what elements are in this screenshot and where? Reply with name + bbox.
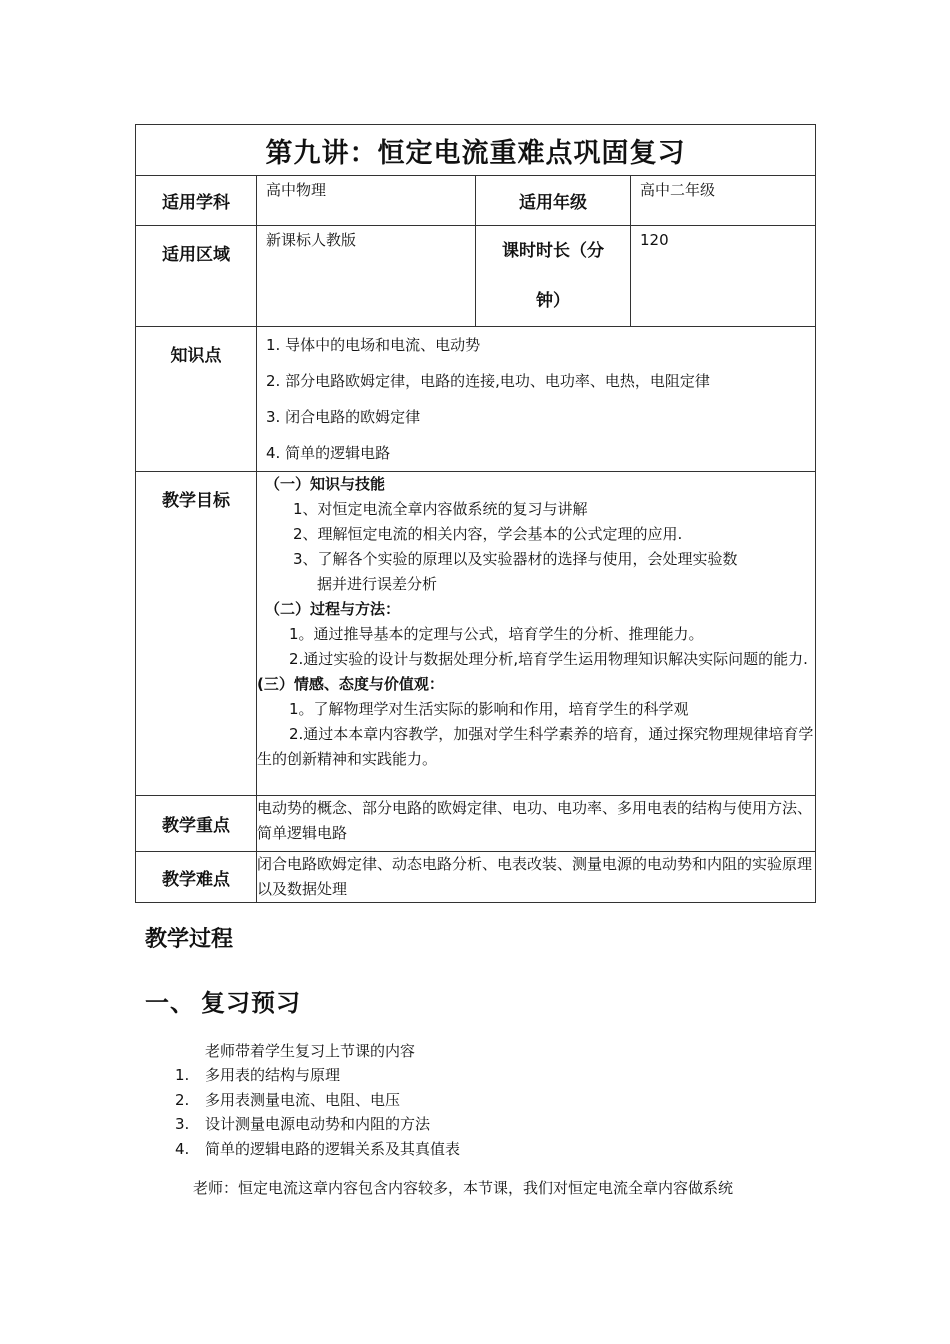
objectives	[257, 472, 816, 796]
objective-item: 2、理解恒定电流的相关内容，学会基本的公式定理的应用.	[293, 525, 683, 543]
list-item	[175, 1088, 460, 1113]
subject-label: 适用学科	[136, 176, 257, 226]
objective-item: 1。通过推导基本的定理与公式，培育学生的分析、推理能力。	[289, 625, 704, 643]
duration-label	[476, 226, 631, 327]
list-number: 1.	[175, 1066, 190, 1084]
objective-item: 2.通过实验的设计与数据处理分析,培育学生运用物理知识解决实际问题的能力.	[289, 650, 808, 668]
teacher-paragraph: 老师：恒定电流这章内容包含内容较多，本节课，我们对恒定电流全章内容做系统	[193, 1179, 734, 1197]
subject-value: 高中物理	[257, 176, 476, 226]
section-title: 复习预习	[201, 989, 301, 1017]
objective-item: 3、了解各个实验的原理以及实验器材的选择与使用，会处理实验数	[293, 550, 738, 568]
process-heading: 教学过程	[145, 927, 234, 952]
objective-item: 2.通过本本章内容教学，加强对学生科学素养的培育，通过探究物理规律培育学生的创新精神和实践能力。	[257, 725, 814, 768]
section-number: 一、	[145, 989, 195, 1017]
list-number: 2.	[175, 1090, 190, 1109]
list-item	[175, 1137, 460, 1162]
focus-value: 电动势的概念、部分电路的欧姆定律、电功、电功率、多用电表的结构与使用方法、简单逻辑电路	[257, 796, 816, 852]
grade-label: 适用年级	[476, 176, 631, 226]
section-heading	[145, 983, 301, 1018]
objective-item: 1、对恒定电流全章内容做系统的复习与讲解	[293, 500, 588, 518]
duration-value: 120	[631, 226, 816, 327]
lesson-title: 第九讲：恒定电流重难点巩固复习	[136, 125, 816, 176]
objective-heading: (三）情感、态度与价值观：	[257, 675, 444, 693]
difficulty-label: 教学难点	[136, 852, 257, 903]
list-item	[175, 1063, 460, 1088]
objective-item-continued: 据并进行误差分析	[317, 575, 438, 593]
list-text: 设计测量电源电动势和内阻的方法	[205, 1115, 431, 1133]
section-intro: 老师带着学生复习上节课的内容	[205, 1042, 416, 1060]
list-number: 3.	[175, 1115, 190, 1133]
list-text: 简单的逻辑电路的逻辑关系及其真值表	[205, 1139, 461, 1158]
list-text: 多用表测量电流、电阻、电压	[205, 1090, 401, 1109]
knowledge-label: 知识点	[136, 327, 257, 472]
region-value: 新课标人教版	[257, 226, 476, 327]
list-number: 4.	[175, 1139, 190, 1158]
objective-heading: （二）过程与方法：	[265, 600, 401, 618]
review-list	[175, 1063, 460, 1161]
list-text: 多用表的结构与原理	[205, 1066, 341, 1084]
region-label: 适用区域	[136, 226, 257, 327]
knowledge-point: 2. 部分电路欧姆定律，电路的连接,电功、电功率、电热，电阻定律	[266, 372, 710, 390]
objective-heading: （一）知识与技能	[265, 475, 386, 493]
duration-label-line1: 课时时长（分	[502, 241, 604, 261]
lesson-info-table	[135, 124, 816, 903]
list-item	[175, 1112, 460, 1137]
objective-item: 1。了解物理学对生活实际的影响和作用，培育学生的科学观	[289, 700, 689, 718]
grade-value: 高中二年级	[631, 176, 816, 226]
knowledge-point: 3. 闭合电路的欧姆定律	[266, 408, 421, 426]
focus-label: 教学重点	[136, 796, 257, 852]
knowledge-points	[257, 327, 816, 472]
knowledge-point: 4. 简单的逻辑电路	[266, 444, 391, 462]
knowledge-point: 1. 导体中的电场和电流、电动势	[266, 336, 481, 354]
difficulty-value: 闭合电路欧姆定律、动态电路分析、电表改装、测量电源的电动势和内阻的实验原理以及数据处理	[257, 852, 816, 903]
duration-label-line2: 钟）	[536, 291, 570, 311]
objectives-label: 教学目标	[136, 472, 257, 796]
